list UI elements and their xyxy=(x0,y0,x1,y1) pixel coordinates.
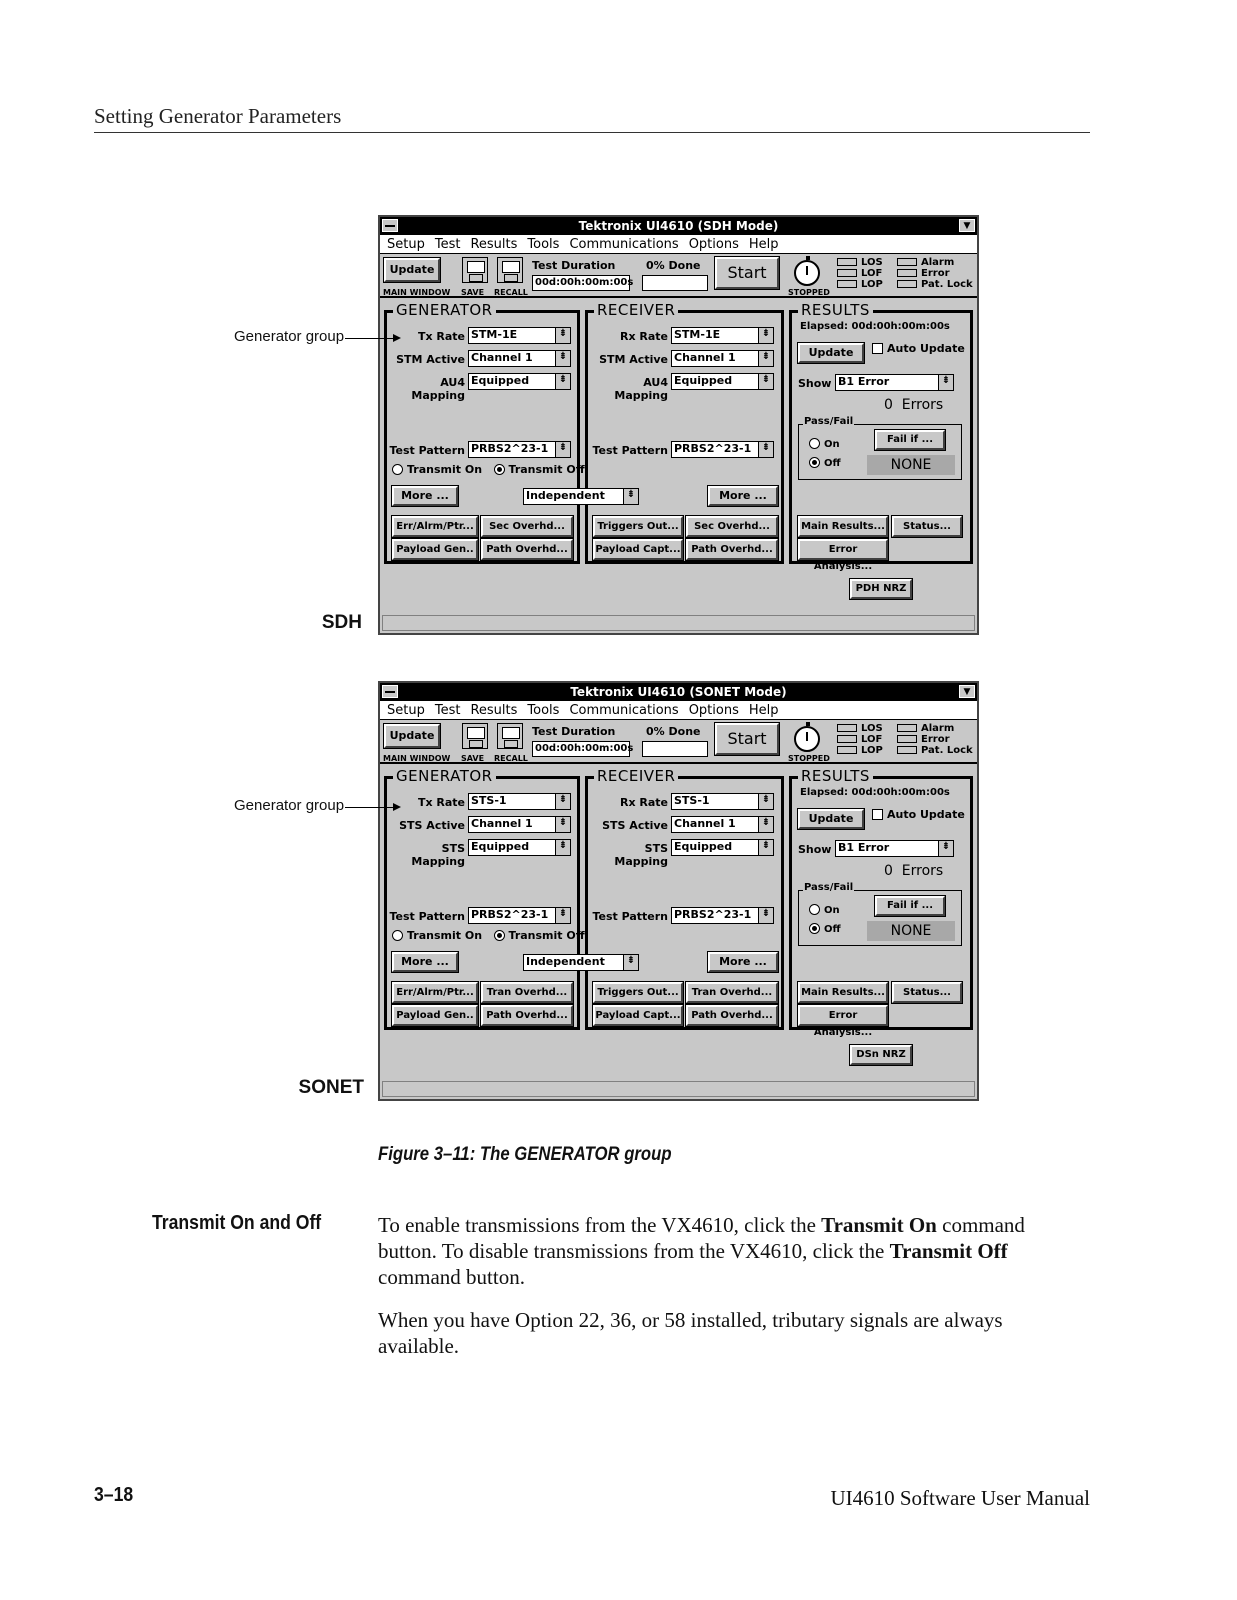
show-value: B1 Error xyxy=(838,375,890,388)
transmit-off-label[interactable]: Transmit Off xyxy=(508,463,585,476)
errors-count: 0 Errors xyxy=(884,397,944,413)
coupling-select[interactable] xyxy=(523,954,639,971)
page-number: 3–18 xyxy=(94,1484,134,1506)
off-label[interactable]: Off xyxy=(824,458,841,469)
sonet-window-area xyxy=(0,681,1237,1111)
checkbox-icon[interactable] xyxy=(872,809,883,820)
results-group xyxy=(789,767,973,1038)
sdh-window-area xyxy=(0,215,1237,645)
triggers-out-button[interactable]: Triggers Out... xyxy=(593,982,683,1003)
transmit-off-radio[interactable] xyxy=(494,930,505,941)
stopped-label: STOPPED xyxy=(788,754,830,763)
callout-line-1 xyxy=(345,338,399,339)
show-select[interactable] xyxy=(835,840,954,857)
led-group-b xyxy=(897,257,973,290)
transmit-off-label[interactable]: Transmit Off xyxy=(508,929,585,942)
menu-bar xyxy=(380,701,977,720)
rx-active-select[interactable] xyxy=(671,350,774,367)
stopwatch-icon xyxy=(794,260,820,286)
start-button[interactable]: Start xyxy=(715,723,779,755)
paragraph-2: When you have Option 22, 36, or 58 installed, tributary signals are always available. xyxy=(378,1308,1003,1358)
rx-rate-select[interactable] xyxy=(671,793,774,810)
dropdown-arrow-icon[interactable]: ⇟ xyxy=(555,374,570,389)
interface-mode-button[interactable]: PDH NRZ xyxy=(850,579,912,599)
menu-options[interactable]: Options xyxy=(688,237,739,252)
status-bar xyxy=(382,1081,975,1097)
mapping-select[interactable] xyxy=(468,373,571,390)
pass-fail-label: Pass/Fail xyxy=(804,882,854,893)
toolbar xyxy=(380,254,977,298)
results-title: RESULTS xyxy=(798,767,873,785)
rx-overhead-button[interactable]: Sec Overhd... xyxy=(686,516,778,537)
p1-text-c: command button. To disable transmissions from the VX4610, click the xyxy=(378,1213,1025,1263)
dropdown-arrow-icon[interactable]: ⇟ xyxy=(758,351,773,366)
dropdown-arrow-icon[interactable]: ⇟ xyxy=(758,817,773,832)
menu-tools[interactable]: Tools xyxy=(527,237,560,252)
show-label: Show xyxy=(798,377,832,390)
rx-rate-select[interactable] xyxy=(671,327,774,344)
transmit-on-label[interactable]: Transmit On xyxy=(407,463,483,476)
off-label[interactable]: Off xyxy=(824,924,841,935)
tx-rate-label: Tx Rate xyxy=(417,796,465,809)
rx-rate-label: Rx Rate xyxy=(619,330,668,343)
los-label: LOS xyxy=(861,257,883,268)
dropdown-arrow-icon[interactable]: ⇟ xyxy=(758,442,773,457)
menu-setup[interactable]: Setup xyxy=(387,703,425,718)
payload-gen-button[interactable]: Payload Gen.. xyxy=(392,539,478,560)
on-label[interactable]: On xyxy=(824,905,840,916)
led-group-a xyxy=(837,723,883,756)
recall-label: RECALL xyxy=(494,288,528,297)
tx-rate-select[interactable] xyxy=(468,793,571,810)
coupling-value: Independent xyxy=(526,955,605,968)
tx-rate-value: STM-1E xyxy=(471,328,518,341)
los-led xyxy=(837,258,857,266)
main-update-button[interactable]: Update xyxy=(384,724,440,748)
errors-count: 0 Errors xyxy=(884,863,944,879)
figure-caption: Figure 3–11: The GENERATOR group xyxy=(378,1144,672,1165)
results-update-button[interactable]: Update xyxy=(798,343,864,363)
save-icon[interactable] xyxy=(462,257,488,283)
led-group-b xyxy=(897,723,973,756)
fail-if-button[interactable]: Fail if ... xyxy=(875,896,945,916)
elapsed-text: Elapsed: 00d:00h:00m:00s xyxy=(800,321,950,332)
tx-rate-label: Tx Rate xyxy=(417,330,465,343)
test-pattern-select[interactable] xyxy=(468,441,571,458)
recall-icon[interactable] xyxy=(497,257,523,283)
dropdown-arrow-icon[interactable]: ⇟ xyxy=(555,442,570,457)
active-label: STM Active xyxy=(396,353,465,366)
status-bar xyxy=(382,615,975,631)
rx-active-value: Channel 1 xyxy=(674,817,736,830)
triggers-out-button[interactable]: Triggers Out... xyxy=(593,516,683,537)
status-button[interactable]: Status... xyxy=(892,982,962,1003)
rx-overhead-button[interactable]: Tran Overhd... xyxy=(686,982,778,1003)
menu-results[interactable]: Results xyxy=(470,237,518,252)
on-radio[interactable] xyxy=(809,438,820,449)
percent-done-label: 0% Done xyxy=(646,725,701,738)
err-alrm-ptr-button[interactable]: Err/Alrm/Ptr... xyxy=(392,516,478,537)
callout-arrow-1 xyxy=(393,334,401,342)
active-value: Channel 1 xyxy=(471,817,533,830)
rx-mapping-select[interactable] xyxy=(671,839,774,856)
minimize-icon[interactable]: ▼ xyxy=(959,685,975,698)
dropdown-arrow-icon[interactable]: ⇟ xyxy=(555,817,570,832)
rx-test-pattern-label: Test Pattern xyxy=(592,444,668,457)
lop-led xyxy=(837,746,857,754)
dropdown-arrow-icon[interactable]: ⇟ xyxy=(555,840,570,855)
test-duration-label: Test Duration xyxy=(532,259,616,272)
rx-active-select[interactable] xyxy=(671,816,774,833)
rx-active-label: STS Active xyxy=(602,819,668,832)
alarm-label: Alarm xyxy=(921,723,955,734)
menu-options[interactable]: Options xyxy=(688,703,739,718)
gen-overhead-button[interactable]: Tran Overhd... xyxy=(481,982,573,1003)
system-menu-icon[interactable] xyxy=(382,219,398,232)
active-value: Channel 1 xyxy=(471,351,533,364)
error-label: Error xyxy=(921,268,950,279)
checkbox-icon[interactable] xyxy=(872,343,883,354)
main-results-button[interactable]: Main Results... xyxy=(798,982,888,1003)
test-duration-field[interactable]: 00d:00h:00m:00s xyxy=(532,275,630,291)
menu-communications[interactable]: Communications xyxy=(569,703,679,718)
mapping-label: AU4 Mapping xyxy=(411,376,465,402)
transmit-on-label[interactable]: Transmit On xyxy=(407,929,483,942)
callout-line-2 xyxy=(345,807,399,808)
rx-mapping-value: Equipped xyxy=(674,840,733,853)
callout-arrow-2 xyxy=(393,803,401,811)
lop-label: LOP xyxy=(861,279,883,290)
rx-test-pattern-value: PRBS2^23-1 xyxy=(674,908,752,921)
test-pattern-select[interactable] xyxy=(468,907,571,924)
menu-bar xyxy=(380,235,977,254)
on-option[interactable] xyxy=(809,904,840,916)
elapsed-text: Elapsed: 00d:00h:00m:00s xyxy=(800,787,950,798)
off-radio[interactable] xyxy=(809,923,820,934)
start-button[interactable]: Start xyxy=(715,257,779,289)
rx-test-pattern-value: PRBS2^23-1 xyxy=(674,442,752,455)
dropdown-arrow-icon[interactable]: ⇟ xyxy=(758,374,773,389)
dropdown-arrow-icon[interactable]: ⇟ xyxy=(938,375,953,390)
rx-mapping-label: AU4 Mapping xyxy=(614,376,668,402)
err-alrm-ptr-button[interactable]: Err/Alrm/Ptr... xyxy=(392,982,478,1003)
payload-capt-button[interactable]: Payload Capt... xyxy=(593,539,683,560)
pass-fail-status: NONE xyxy=(867,455,955,475)
dropdown-arrow-icon[interactable]: ⇟ xyxy=(555,328,570,343)
active-select[interactable] xyxy=(468,816,571,833)
save-label: SAVE xyxy=(461,754,485,763)
lof-led xyxy=(837,735,857,743)
transmit-radios xyxy=(392,929,585,942)
alarm-led xyxy=(897,724,917,732)
system-menu-icon[interactable] xyxy=(382,685,398,698)
error-analysis-button[interactable]: Error Analysis... xyxy=(798,539,888,560)
interface-mode-button[interactable]: DSn NRZ xyxy=(850,1045,912,1065)
transmit-on-radio[interactable] xyxy=(392,930,403,941)
gen-path-overhead-button[interactable]: Path Overhd... xyxy=(481,539,573,560)
test-duration-label: Test Duration xyxy=(532,725,616,738)
dropdown-arrow-icon[interactable]: ⇟ xyxy=(623,955,638,970)
section-heading: Transmit On and Off xyxy=(152,1212,322,1234)
fail-if-button[interactable]: Fail if ... xyxy=(875,430,945,450)
results-update-button[interactable]: Update xyxy=(798,809,864,829)
off-radio[interactable] xyxy=(809,457,820,468)
lof-label: LOF xyxy=(861,734,883,745)
rx-test-pattern-select[interactable] xyxy=(671,907,774,924)
pass-fail-box xyxy=(798,416,962,480)
generator-group xyxy=(384,301,585,564)
active-label: STS Active xyxy=(399,819,465,832)
rx-rate-value: STS-1 xyxy=(674,794,710,807)
test-pattern-label: Test Pattern xyxy=(389,444,465,457)
los-led xyxy=(837,724,857,732)
p1-transmit-on: Transmit On xyxy=(821,1213,937,1237)
dropdown-arrow-icon[interactable]: ⇟ xyxy=(555,794,570,809)
auto-update-label[interactable]: Auto Update xyxy=(887,808,965,821)
dropdown-arrow-icon[interactable]: ⇟ xyxy=(938,841,953,856)
status-button[interactable]: Status... xyxy=(892,516,962,537)
pass-fail-status: NONE xyxy=(867,921,955,941)
window-title: Tektronix UI4610 (SDH Mode) xyxy=(380,217,977,235)
pat-lock-label: Pat. Lock xyxy=(921,279,973,290)
rx-mapping-select[interactable] xyxy=(671,373,774,390)
tx-rate-select[interactable] xyxy=(468,327,571,344)
rx-rate-value: STM-1E xyxy=(674,328,721,341)
dropdown-arrow-icon[interactable]: ⇟ xyxy=(758,328,773,343)
menu-test[interactable]: Test xyxy=(434,237,461,252)
main-update-button[interactable]: Update xyxy=(384,258,440,282)
auto-update-label[interactable]: Auto Update xyxy=(887,342,965,355)
generator-more-button[interactable]: More ... xyxy=(392,952,458,972)
dropdown-arrow-icon[interactable]: ⇟ xyxy=(758,794,773,809)
gen-path-overhead-button[interactable]: Path Overhd... xyxy=(481,1005,573,1026)
rx-mapping-label: STS Mapping xyxy=(614,842,668,868)
test-pattern-label: Test Pattern xyxy=(389,910,465,923)
sdh-label: SDH xyxy=(321,612,362,633)
lop-label: LOP xyxy=(861,745,883,756)
menu-results[interactable]: Results xyxy=(470,703,518,718)
rx-mapping-value: Equipped xyxy=(674,374,733,387)
payload-gen-button[interactable]: Payload Gen.. xyxy=(392,1005,478,1026)
on-option[interactable] xyxy=(809,438,840,450)
off-option[interactable] xyxy=(809,923,841,935)
los-label: LOS xyxy=(861,723,883,734)
alarm-label: Alarm xyxy=(921,257,955,268)
sdh-window xyxy=(378,215,979,635)
paragraph-1 xyxy=(378,1212,1078,1290)
lop-led xyxy=(837,280,857,288)
show-value: B1 Error xyxy=(838,841,890,854)
lof-led xyxy=(837,269,857,277)
rx-path-overhead-button[interactable]: Path Overhd... xyxy=(686,1005,778,1026)
pat-lock-led xyxy=(897,280,917,288)
pat-lock-led xyxy=(897,746,917,754)
stopped-label: STOPPED xyxy=(788,288,830,297)
coupling-select[interactable] xyxy=(523,488,639,505)
menu-help[interactable]: Help xyxy=(748,237,779,252)
p1-text-a: To enable transmissions from the VX4610, click the xyxy=(378,1213,822,1237)
toolbar xyxy=(380,720,977,764)
progress-bar xyxy=(642,741,708,757)
callout-generator-group-2: Generator group xyxy=(234,797,345,814)
dropdown-arrow-icon[interactable]: ⇟ xyxy=(758,908,773,923)
mapping-label: STS Mapping xyxy=(411,842,465,868)
tx-rate-value: STS-1 xyxy=(471,794,507,807)
transmit-radios xyxy=(392,463,585,476)
sonet-window xyxy=(378,681,979,1101)
test-pattern-value: PRBS2^23-1 xyxy=(471,442,549,455)
rx-path-overhead-button[interactable]: Path Overhd... xyxy=(686,539,778,560)
menu-communications[interactable]: Communications xyxy=(569,237,679,252)
on-radio[interactable] xyxy=(809,904,820,915)
rx-active-label: STM Active xyxy=(599,353,668,366)
led-group-a xyxy=(837,257,883,290)
sonet-label: SONET xyxy=(298,1077,364,1098)
menu-test[interactable]: Test xyxy=(434,703,461,718)
dropdown-arrow-icon[interactable]: ⇟ xyxy=(758,840,773,855)
error-analysis-button[interactable]: Error Analysis... xyxy=(798,1005,888,1026)
main-window-label: MAIN WINDOW xyxy=(383,754,451,763)
generator-more-button[interactable]: More ... xyxy=(392,486,458,506)
footer-title: UI4610 Software User Manual xyxy=(830,1486,1090,1510)
mapping-value: Equipped xyxy=(471,840,530,853)
results-group xyxy=(789,301,973,572)
receiver-more-button[interactable]: More ... xyxy=(708,486,778,506)
dropdown-arrow-icon[interactable]: ⇟ xyxy=(623,489,638,504)
menu-help[interactable]: Help xyxy=(748,703,779,718)
page-header: Setting Generator Parameters xyxy=(94,104,342,128)
save-label: SAVE xyxy=(461,288,485,297)
error-label: Error xyxy=(921,734,950,745)
rx-test-pattern-label: Test Pattern xyxy=(592,910,668,923)
payload-capt-button[interactable]: Payload Capt... xyxy=(593,1005,683,1026)
off-option[interactable] xyxy=(809,457,841,469)
save-icon[interactable] xyxy=(462,723,488,749)
pass-fail-label: Pass/Fail xyxy=(804,416,854,427)
main-window-label: MAIN WINDOW xyxy=(383,288,451,297)
pass-fail-box xyxy=(798,882,962,946)
receiver-more-button[interactable]: More ... xyxy=(708,952,778,972)
percent-done-label: 0% Done xyxy=(646,259,701,272)
recall-icon[interactable] xyxy=(497,723,523,749)
mapping-select[interactable] xyxy=(468,839,571,856)
mapping-value: Equipped xyxy=(471,374,530,387)
dropdown-arrow-icon[interactable]: ⇟ xyxy=(555,351,570,366)
results-title: RESULTS xyxy=(798,301,873,319)
main-results-button[interactable]: Main Results... xyxy=(798,516,888,537)
on-label[interactable]: On xyxy=(824,439,840,450)
rx-test-pattern-select[interactable] xyxy=(671,441,774,458)
menu-setup[interactable]: Setup xyxy=(387,237,425,252)
transmit-off-radio[interactable] xyxy=(494,464,505,475)
rx-active-value: Channel 1 xyxy=(674,351,736,364)
stopwatch-icon xyxy=(794,726,820,752)
receiver-group xyxy=(585,301,784,564)
test-pattern-value: PRBS2^23-1 xyxy=(471,908,549,921)
rx-rate-label: Rx Rate xyxy=(619,796,668,809)
coupling-value: Independent xyxy=(526,489,605,502)
receiver-group xyxy=(585,767,784,1030)
callout-generator-group-1: Generator group xyxy=(234,328,345,345)
test-duration-field[interactable]: 00d:00h:00m:00s xyxy=(532,741,630,757)
alarm-led xyxy=(897,258,917,266)
progress-bar xyxy=(642,275,708,291)
receiver-title: RECEIVER xyxy=(594,767,678,785)
receiver-title: RECEIVER xyxy=(594,301,678,319)
gen-overhead-button[interactable]: Sec Overhd... xyxy=(481,516,573,537)
generator-group xyxy=(384,767,585,1030)
generator-title: GENERATOR xyxy=(393,767,496,785)
pat-lock-label: Pat. Lock xyxy=(921,745,973,756)
auto-update-checkbox[interactable] xyxy=(872,342,965,355)
lof-label: LOF xyxy=(861,268,883,279)
transmit-on-radio[interactable] xyxy=(392,464,403,475)
dropdown-arrow-icon[interactable]: ⇟ xyxy=(555,908,570,923)
show-select[interactable] xyxy=(835,374,954,391)
error-led xyxy=(897,735,917,743)
error-led xyxy=(897,269,917,277)
p1-transmit-off: Transmit Off xyxy=(889,1239,1008,1263)
menu-tools[interactable]: Tools xyxy=(527,703,560,718)
header-rule xyxy=(94,132,1090,133)
window-title: Tektronix UI4610 (SONET Mode) xyxy=(380,683,977,701)
recall-label: RECALL xyxy=(494,754,528,763)
p1-text-e: command button. xyxy=(378,1265,525,1289)
show-label: Show xyxy=(798,843,832,856)
minimize-icon[interactable]: ▼ xyxy=(959,219,975,232)
active-select[interactable] xyxy=(468,350,571,367)
auto-update-checkbox[interactable] xyxy=(872,808,965,821)
generator-title: GENERATOR xyxy=(393,301,496,319)
